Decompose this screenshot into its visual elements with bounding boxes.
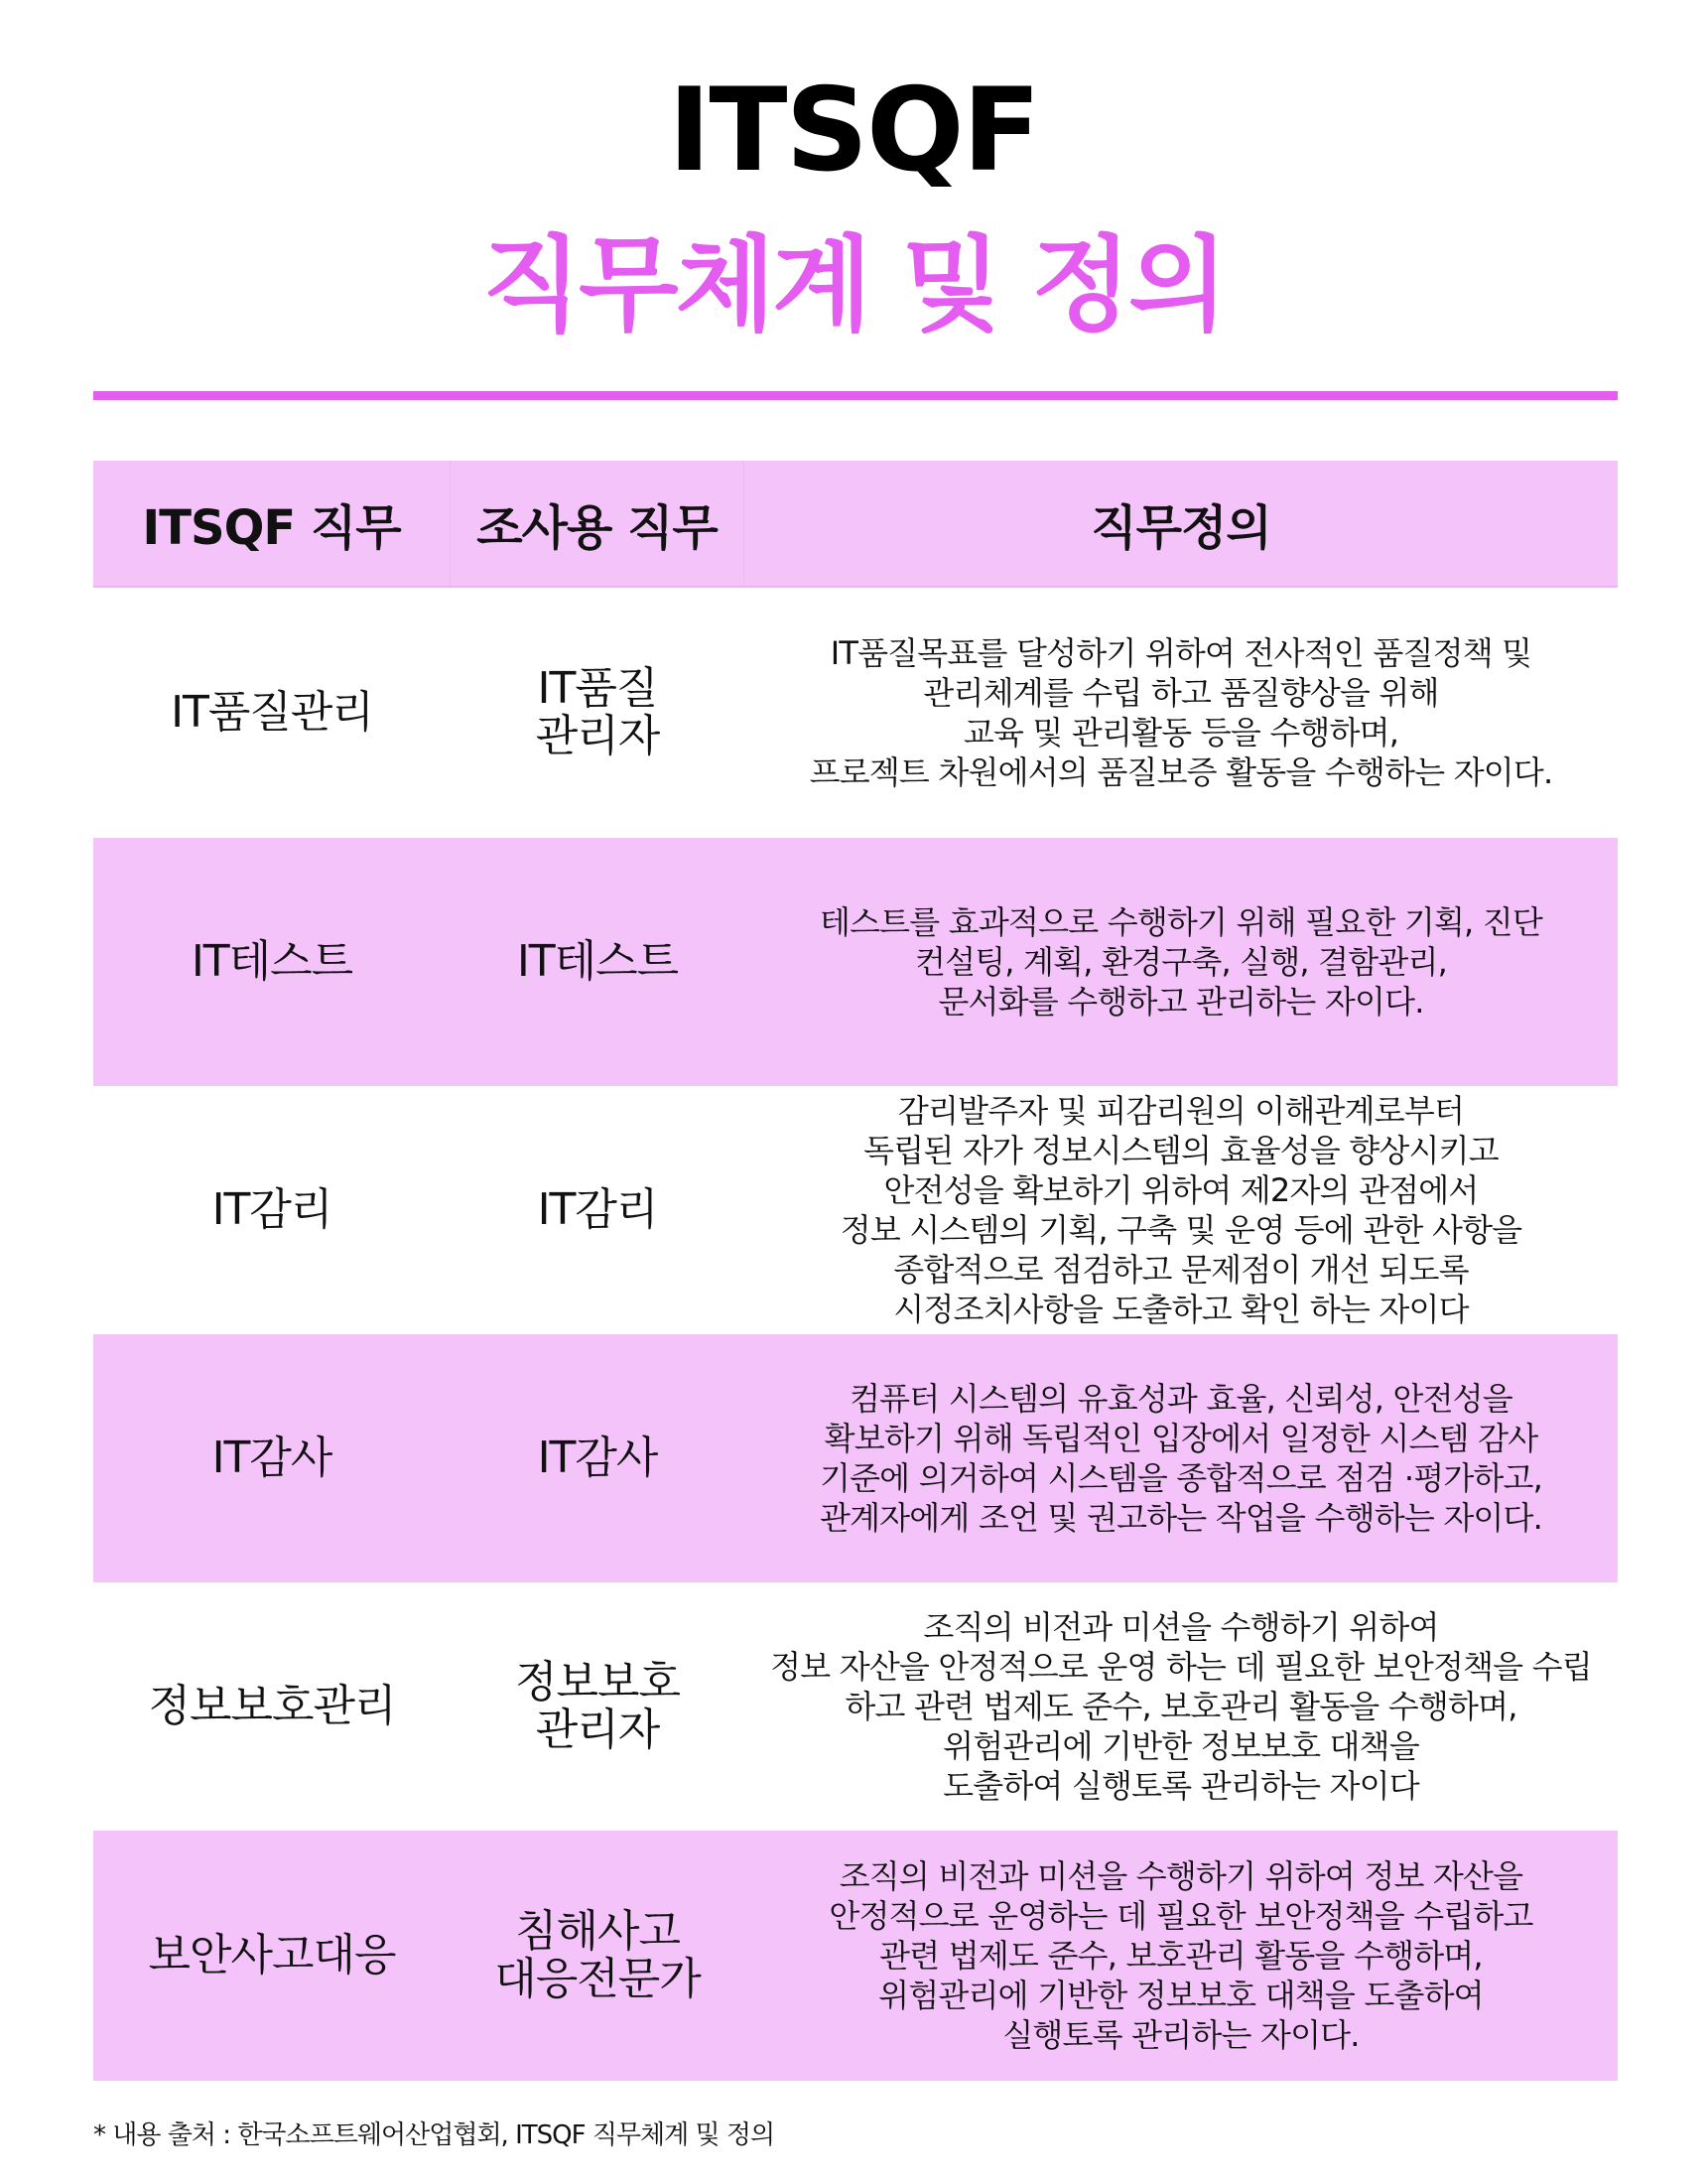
table-row bbox=[93, 1334, 1618, 1582]
itsqf-job-cell: IT품질관리 bbox=[171, 687, 373, 738]
page-subtitle: 직무체계 및 정의 bbox=[481, 224, 1226, 345]
header-job-definition: 직무정의 bbox=[1091, 499, 1271, 556]
survey-job-cell: 침해사고 대응전문가 bbox=[494, 1906, 701, 2004]
itsqf-job-cell: IT감리 bbox=[211, 1184, 332, 1235]
survey-job-cell: IT품질 관리자 bbox=[535, 663, 660, 761]
definition-cell: IT품질목표를 달성하기 위하여 전사적인 품질정책 및 관리체계를 수립 하고 품질향상을 위해 교육 및 관리활동 등을 수행하며, 프로젝트 차원에서의 품질보증 활동을 수행하는 자이다. bbox=[809, 634, 1553, 791]
title-divider bbox=[93, 391, 1618, 400]
table-header-row bbox=[93, 461, 1618, 588]
itsqf-job-cell: IT감사 bbox=[211, 1433, 332, 1483]
page-title: ITSQF bbox=[668, 64, 1039, 198]
definition-cell: 조직의 비전과 미션을 수행하기 위하여 정보 자산을 안정적으로 운영 하는 데 필요한 보안정책을 수립 하고 관련 법제도 준수, 보호관리 활동을 수행하며, 위험관리에 기반한 정보보호 대책을 도출하여 실행토록 관리하는 자이다 bbox=[770, 1608, 1592, 1805]
header-itsqf-job: ITSQF 직무 bbox=[93, 461, 451, 586]
definition-cell: 감리발주자 및 피감리원의 이해관계로부터 독립된 자가 정보시스템의 효율성을 향상시키고 안전성을 확보하기 위하여 제2자의 관점에서 정보 시스템의 기획, 구축 및 운영 등에 관한 사항을 종합적으로 점검하고 문제점이 개선 되도록 시정조치사항을 도출하고 확인 하는 자이다 bbox=[840, 1092, 1522, 1328]
job-definition-table bbox=[93, 461, 1618, 2081]
itsqf-job-cell: 보안사고대응 bbox=[148, 1930, 396, 1980]
table-row bbox=[93, 838, 1618, 1086]
definition-cell: 컴퓨터 시스템의 유효성과 효율, 신뢰성, 안전성을 확보하기 위해 독립적인 입장에서 일정한 시스템 감사 기준에 의거하여 시스템을 종합적으로 점검 ·평가하고, 관계자에게 조언 및 권고하는 작업을 수행하는 자이다. bbox=[819, 1380, 1543, 1537]
table-row bbox=[93, 1831, 1618, 2081]
table-row bbox=[93, 1582, 1618, 1831]
itsqf-job-cell: 정보보호관리 bbox=[148, 1681, 396, 1731]
definition-cell: 조직의 비전과 미션을 수행하기 위하여 정보 자산을 안정적으로 운영하는 데 필요한 보안정책을 수립하고 관련 법제도 준수, 보호관리 활동을 수행하며, 위험관리에 기반한 정보보호 대책을 도출하여 실행토록 관리하는 자이다. bbox=[829, 1857, 1533, 2054]
itsqf-job-cell: IT테스트 bbox=[191, 936, 353, 987]
survey-job-cell: IT감리 bbox=[537, 1184, 658, 1235]
table-row bbox=[93, 588, 1618, 838]
survey-job-cell: 정보보호 관리자 bbox=[514, 1657, 680, 1755]
table-row bbox=[93, 1086, 1618, 1334]
header-survey-job: 조사용 직무 bbox=[451, 461, 744, 586]
source-footnote: * 내용 출처 : 한국소프트웨어산업협회, ITSQF 직무체계 및 정의 bbox=[93, 2120, 775, 2150]
survey-job-cell: IT감사 bbox=[537, 1433, 658, 1483]
definition-cell: 테스트를 효과적으로 수행하기 위해 필요한 기획, 진단 컨설팅, 계획, 환경구축, 실행, 결함관리, 문서화를 수행하고 관리하는 자이다. bbox=[819, 903, 1543, 1021]
survey-job-cell: IT테스트 bbox=[516, 936, 679, 987]
